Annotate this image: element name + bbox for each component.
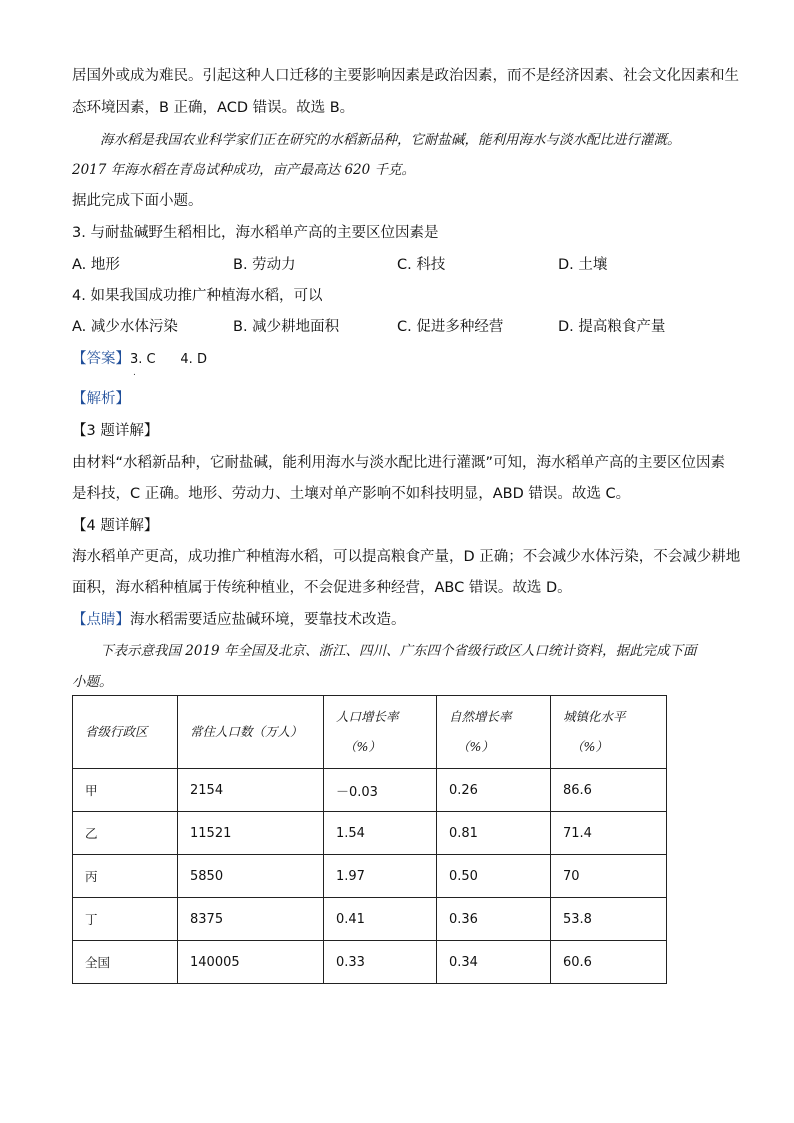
intro-line-1: 居国外或成为难民。引起这种人口迁移的主要影响因素是政治因素，而不是经济因素、社会文化因素和生 (72, 68, 739, 84)
table-row (73, 812, 667, 855)
cell-growth-rate: 0.41 (324, 898, 437, 941)
cell-urbanization: 70 (551, 855, 667, 898)
cell-region: 丁 (73, 898, 178, 941)
tip-line (72, 610, 406, 630)
cell-population: 5850 (178, 855, 324, 898)
cell-natural-growth: 0.34 (437, 941, 551, 984)
q4-detail-line-1: 海水稻单产更高，成功推广种植海水稻，可以提高粮食产量，D 正确；不会减少水体污染，不会减少耕地 (72, 549, 741, 565)
table-row (73, 898, 667, 941)
q4-option-a: A. 减少水体污染 (72, 319, 178, 335)
q4-detail-label: 【4 题详解】 (72, 518, 159, 534)
tip-label: 【点睛】 (72, 612, 130, 628)
q3-option-a: A. 地形 (72, 257, 120, 273)
answer-line (72, 349, 207, 370)
cell-natural-growth: 0.81 (437, 812, 551, 855)
material-instruction: 据此完成下面小题。 (72, 193, 203, 209)
header-natural-growth: 自然增长率 （%） (437, 696, 551, 769)
q3-detail-line-1: 由材料“水稻新品种，它耐盐碱，能利用海水与淡水配比进行灌溉”可知，海水稻单产高的主要区位因素 (72, 455, 726, 471)
cell-growth-rate: 0.33 (324, 941, 437, 984)
intro-line-2: 态环境因素，B 正确，ACD 错误。故选 B。 (72, 100, 355, 116)
cell-population: 8375 (178, 898, 324, 941)
cell-growth-rate: 1.54 (324, 812, 437, 855)
table-row (73, 941, 667, 984)
cell-region: 甲 (73, 769, 178, 812)
cell-urbanization: 86.6 (551, 769, 667, 812)
table-intro-line-2: 小题。 (72, 674, 113, 690)
cell-region: 乙 (73, 812, 178, 855)
header-population: 常住人口数（万人） (178, 696, 324, 769)
cell-growth-rate: －0.03 (324, 769, 437, 812)
cell-natural-growth: 0.50 (437, 855, 551, 898)
cell-population: 11521 (178, 812, 324, 855)
q3-option-d: D. 土壤 (558, 257, 608, 273)
header-urbanization: 城镇化水平 （%） (551, 696, 667, 769)
header-region: 省级行政区 (73, 696, 178, 769)
analysis-label: 【解析】 (72, 391, 130, 407)
tip-text: 海水稻需要适应盐碱环境，要靠技术改造。 (130, 612, 406, 628)
material-line-1: 海水稻是我国农业科学家们正在研究的水稻新品种，它耐盐碱，能利用海水与淡水配比进行灌溉。 (100, 132, 681, 148)
table-intro-line-1: 下表示意我国 2019 年全国及北京、浙江、四川、广东四个省级行政区人口统计资料，据此完成下面 (100, 643, 697, 659)
table-row (73, 769, 667, 812)
q4-option-d: D. 提高粮食产量 (558, 319, 666, 335)
population-table (72, 695, 667, 984)
cell-region: 丙 (73, 855, 178, 898)
q3-option-c: C. 科技 (397, 257, 446, 273)
cell-urbanization: 60.6 (551, 941, 667, 984)
header-growth-rate: 人口增长率 （%） (324, 696, 437, 769)
material-line-2: 2017 年海水稻在青岛试种成功，亩产最高达 620 千克。 (72, 162, 415, 178)
q4-detail-line-2: 面积，海水稻种植属于传统种植业，不会促进多种经营，ABC 错误。故选 D。 (72, 580, 572, 596)
table-header-row (73, 696, 667, 769)
cell-region: 全国 (73, 941, 178, 984)
cell-growth-rate: 1.97 (324, 855, 437, 898)
cell-urbanization: 71.4 (551, 812, 667, 855)
cell-urbanization: 53.8 (551, 898, 667, 941)
table-row (73, 855, 667, 898)
answer-text: 3. C 4. D (130, 352, 207, 367)
cell-population: 140005 (178, 941, 324, 984)
q4-option-b: B. 减少耕地面积 (233, 319, 340, 335)
question-4-stem: 4. 如果我国成功推广种植海水稻，可以 (72, 288, 323, 304)
q3-option-b: B. 劳动力 (233, 257, 296, 273)
answer-label: 【答案】 (72, 351, 130, 367)
cell-population: 2154 (178, 769, 324, 812)
q3-detail-label: 【3 题详解】 (72, 423, 159, 439)
q3-detail-line-2: 是科技，C 正确。地形、劳动力、土壤对单产影响不如科技明显，ABD 错误。故选 C。 (72, 486, 631, 502)
q4-option-c: C. 促进多种经营 (397, 319, 504, 335)
cell-natural-growth: 0.36 (437, 898, 551, 941)
stray-dot: . (133, 368, 136, 378)
question-3-stem: 3. 与耐盐碱野生稻相比，海水稻单产高的主要区位因素是 (72, 225, 439, 241)
cell-natural-growth: 0.26 (437, 769, 551, 812)
